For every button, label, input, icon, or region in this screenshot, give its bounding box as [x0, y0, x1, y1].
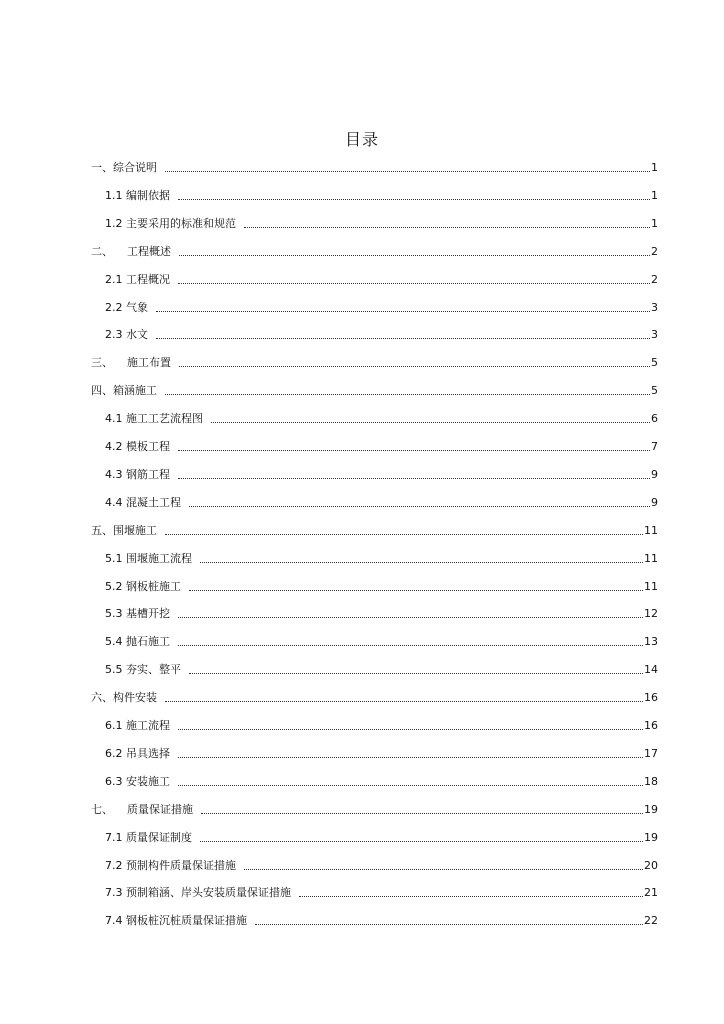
- toc-entry[interactable]: [105, 745, 658, 761]
- toc-entry-title: 4.2 模板工程: [105, 440, 170, 453]
- toc-entry-title: 6.1 施工流程: [105, 719, 170, 732]
- toc-leader-dots: [178, 450, 650, 451]
- toc-entry-title: 2.2 气象: [105, 300, 148, 314]
- toc-page-number: 17: [644, 746, 658, 760]
- toc-page-number: 9: [651, 467, 658, 481]
- toc-page-number: 3: [651, 328, 658, 342]
- toc-entry[interactable]: [105, 661, 658, 677]
- toc-page-number: 16: [644, 719, 658, 732]
- toc-leader-dots: [165, 171, 650, 172]
- toc-title: 目录: [344, 130, 379, 149]
- toc-page-number: 11: [644, 523, 658, 537]
- toc-entry-title: 七、 质量保证措施: [91, 802, 193, 816]
- toc-leader-dots: [178, 645, 643, 646]
- toc-entry[interactable]: [105, 494, 658, 510]
- toc-leader-dots: [179, 366, 650, 367]
- toc-page-number: 16: [644, 691, 658, 705]
- toc-page-number: 6: [651, 412, 658, 426]
- toc-entry-title: 四、箱涵施工: [91, 384, 157, 398]
- toc-page-number: 5: [651, 356, 658, 370]
- toc-page-number: 1: [651, 161, 658, 174]
- toc-entry[interactable]: [105, 438, 658, 454]
- toc-leader-dots: [178, 283, 650, 284]
- toc-entry[interactable]: [91, 689, 658, 705]
- toc-page-number: 7: [651, 440, 658, 453]
- toc-entry[interactable]: [91, 159, 658, 175]
- toc-leader-dots: [165, 394, 650, 395]
- toc-entry[interactable]: [91, 522, 658, 538]
- toc-page-number: 18: [644, 774, 658, 788]
- toc-entry-title: 6.2 吊具选择: [105, 746, 170, 760]
- toc-entry[interactable]: [91, 801, 658, 817]
- toc-page-number: 11: [644, 579, 658, 593]
- toc-entry-title: 1.2 主要采用的标准和规范: [105, 216, 236, 230]
- toc-entry-title: 5.2 钢板桩施工: [105, 579, 181, 593]
- toc-entry[interactable]: [105, 912, 658, 928]
- toc-entry-title: 5.3 基槽开挖: [105, 607, 170, 621]
- toc-page-number: 11: [644, 551, 658, 565]
- toc-entry-title: 5.4 抛石施工: [105, 635, 170, 649]
- toc-page-number: 2: [651, 272, 658, 286]
- toc-page-number: 9: [651, 495, 658, 509]
- toc-entry-title: 7.1 质量保证制度: [105, 830, 192, 844]
- toc-leader-dots: [178, 785, 643, 786]
- toc-leader-dots: [178, 478, 650, 479]
- toc-page-number: 14: [644, 663, 658, 677]
- toc-page-number: 12: [644, 607, 658, 621]
- toc-leader-dots: [211, 422, 650, 423]
- toc-entry[interactable]: [105, 550, 658, 566]
- toc-entry-title: 二、 工程概述: [91, 244, 171, 258]
- toc-leader-dots: [189, 590, 643, 591]
- toc-page-number: 13: [644, 635, 658, 649]
- toc-entry[interactable]: [105, 215, 658, 231]
- toc-entry-title: 2.1 工程概况: [105, 272, 170, 286]
- toc-leader-dots: [156, 338, 650, 339]
- toc-leader-dots: [200, 841, 643, 842]
- toc-leader-dots: [178, 757, 643, 758]
- toc-entry-title: 1.1 编制依据: [105, 188, 170, 202]
- toc-entry-title: 三、 施工布置: [91, 356, 171, 370]
- toc-entry[interactable]: [105, 857, 658, 873]
- toc-leader-dots: [156, 311, 650, 312]
- toc-entry[interactable]: [105, 271, 658, 287]
- toc-leader-dots: [189, 506, 650, 507]
- toc-entry-title: 4.4 混凝土工程: [105, 495, 181, 509]
- toc-entry[interactable]: [105, 717, 658, 733]
- toc-entry-title: 4.1 施工工艺流程图: [105, 412, 203, 426]
- toc-leader-dots: [179, 255, 650, 256]
- toc-entry[interactable]: [105, 633, 658, 649]
- toc-entry-title: 六、构件安装: [91, 691, 157, 705]
- toc-page-number: 3: [651, 300, 658, 314]
- toc-entry[interactable]: [105, 326, 658, 342]
- toc-leader-dots: [165, 534, 643, 535]
- toc-page-number: 20: [644, 858, 658, 872]
- toc-entry[interactable]: [105, 299, 658, 315]
- toc-entry[interactable]: [105, 187, 658, 203]
- toc-leader-dots: [201, 813, 643, 814]
- toc-leader-dots: [299, 896, 643, 897]
- toc-page-number: 19: [644, 802, 658, 816]
- toc-entry-title: 7.3 预制箱涵、岸头安装质量保证措施: [105, 886, 291, 900]
- toc-entry[interactable]: [91, 382, 658, 398]
- toc-leader-dots: [189, 673, 643, 674]
- toc-entry[interactable]: [105, 884, 658, 900]
- toc-entry-title: 2.3 水文: [105, 328, 148, 342]
- toc-entry-title: 五、围堰施工: [91, 523, 157, 537]
- toc-entry-title: 7.2 预制构件质量保证措施: [105, 858, 236, 872]
- toc-entry-title: 7.4 钢板桩沉桩质量保证措施: [105, 914, 247, 928]
- toc-entry[interactable]: [105, 466, 658, 482]
- toc-entry[interactable]: [91, 243, 658, 259]
- toc-leader-dots: [244, 227, 650, 228]
- toc-page-number: 1: [651, 188, 658, 202]
- toc-entry-title: 5.1 围堰施工流程: [105, 551, 192, 565]
- toc-leader-dots: [178, 729, 643, 730]
- toc-entry[interactable]: [91, 354, 658, 370]
- toc-entry[interactable]: [105, 773, 658, 789]
- toc-page-number: 19: [644, 830, 658, 844]
- toc-entry-title: 5.5 夯实、整平: [105, 663, 181, 677]
- toc-leader-dots: [165, 701, 643, 702]
- toc-entry-title: 4.3 钢筋工程: [105, 467, 170, 481]
- toc-entry[interactable]: [105, 605, 658, 621]
- toc-leader-dots: [244, 869, 643, 870]
- toc-page-number: 21: [644, 886, 658, 900]
- toc-entry[interactable]: [105, 410, 658, 426]
- toc-leader-dots: [255, 924, 643, 925]
- toc-page-number: 2: [651, 244, 658, 258]
- toc-leader-dots: [178, 199, 650, 200]
- toc-leader-dots: [200, 562, 643, 563]
- toc-page-number: 1: [651, 216, 658, 230]
- toc-page-number: 22: [644, 914, 658, 928]
- toc-entry[interactable]: [105, 829, 658, 845]
- toc-entry[interactable]: [105, 578, 658, 594]
- toc-page-number: 5: [651, 384, 658, 398]
- toc-entry-title: 6.3 安装施工: [105, 774, 170, 788]
- toc-entry-title: 一、综合说明: [91, 161, 157, 174]
- toc-leader-dots: [178, 617, 643, 618]
